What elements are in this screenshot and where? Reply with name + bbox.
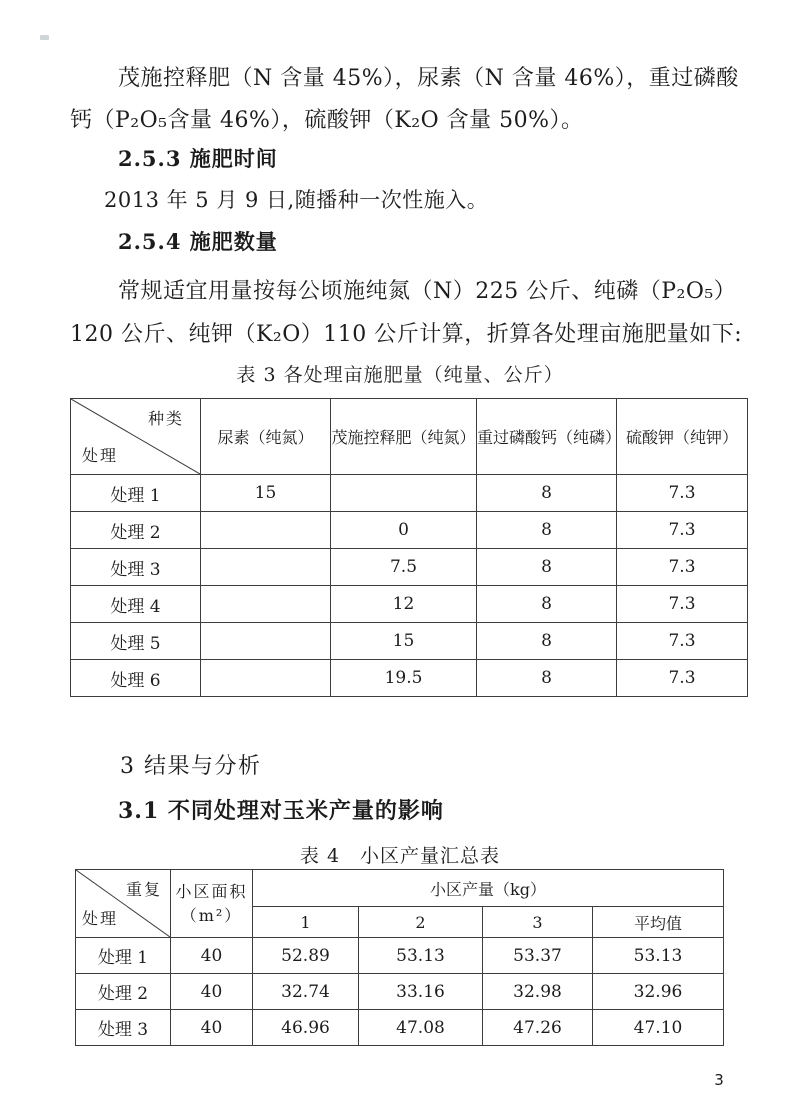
table-row bbox=[71, 660, 748, 697]
table-row bbox=[76, 1010, 724, 1046]
heading-2-5-3: 2.5.3 施肥时间 bbox=[118, 146, 278, 171]
paragraph-line: 120 公斤、纯钾（K₂O）110 公斤计算，折算各处理亩施肥量如下: bbox=[70, 322, 743, 347]
table-cell: 8 bbox=[477, 586, 617, 623]
paragraph-line: 常规适宜用量按每公顷施纯氮（N）225 公斤、纯磷（P₂O₅） bbox=[118, 279, 737, 304]
table-cell: 40 bbox=[171, 974, 253, 1010]
row-label: 处理 1 bbox=[71, 475, 201, 512]
table-4-area-header bbox=[171, 870, 253, 938]
table-cell: 8 bbox=[477, 512, 617, 549]
table-3-col-header: 重过磷酸钙（纯磷） bbox=[477, 399, 617, 475]
scan-smudge bbox=[40, 35, 49, 40]
table-cell: 8 bbox=[477, 549, 617, 586]
table-cell: 47.10 bbox=[593, 1010, 724, 1046]
table-cell: 7.3 bbox=[617, 512, 748, 549]
table-cell: 15 bbox=[201, 475, 331, 512]
area-header-unit: （m²） bbox=[180, 905, 243, 925]
table-cell: 8 bbox=[477, 475, 617, 512]
paragraph-line: 钙（P₂O₅含量 46%），硫酸钾（K₂O 含量 50%）。 bbox=[70, 108, 584, 133]
table-cell bbox=[331, 475, 477, 512]
table-3-corner-cell bbox=[71, 399, 201, 475]
heading-2-5-4: 2.5.4 施肥数量 bbox=[118, 229, 278, 254]
row-label: 处理 3 bbox=[76, 1010, 171, 1046]
row-label: 处理 2 bbox=[76, 974, 171, 1010]
table-cell: 32.96 bbox=[593, 974, 724, 1010]
area-header-text: 小区面积 bbox=[175, 881, 248, 901]
table-row bbox=[71, 623, 748, 660]
row-label: 处理 5 bbox=[71, 623, 201, 660]
table-row bbox=[71, 586, 748, 623]
table-row bbox=[71, 549, 748, 586]
table-3-col-header: 硫酸钾（纯钾） bbox=[617, 399, 748, 475]
table-cell bbox=[201, 660, 331, 697]
table-cell: 32.74 bbox=[253, 974, 359, 1010]
row-label: 处理 6 bbox=[71, 660, 201, 697]
table-4-caption: 表 4 小区产量汇总表 bbox=[299, 845, 501, 867]
table-cell: 47.26 bbox=[483, 1010, 593, 1046]
table-cell: 33.16 bbox=[359, 974, 483, 1010]
table-cell: 47.08 bbox=[359, 1010, 483, 1046]
table-cell: 12 bbox=[331, 586, 477, 623]
table-cell: 53.13 bbox=[593, 938, 724, 974]
table-row bbox=[76, 974, 724, 1010]
row-label: 处理 2 bbox=[71, 512, 201, 549]
table-cell: 40 bbox=[171, 1010, 253, 1046]
table-cell bbox=[201, 512, 331, 549]
table-cell: 7.5 bbox=[331, 549, 477, 586]
table-cell: 7.3 bbox=[617, 475, 748, 512]
table-4-sub-col: 2 bbox=[359, 907, 483, 938]
heading-3-1-yield-effect: 3.1 不同处理对玉米产量的影响 bbox=[118, 798, 444, 824]
table-cell: 8 bbox=[477, 623, 617, 660]
table-3-caption: 表 3 各处理亩施肥量（纯量、公斤） bbox=[236, 364, 564, 386]
table-row bbox=[71, 475, 748, 512]
corner-label-treatment: 处理 bbox=[82, 909, 119, 928]
table-3-fertilizer-amounts bbox=[70, 398, 748, 697]
page-number: 3 bbox=[714, 1071, 724, 1089]
paragraph-fertilizer-types bbox=[70, 58, 752, 142]
table-4-yield-header: 小区产量（kg） bbox=[253, 870, 724, 907]
table-cell: 46.96 bbox=[253, 1010, 359, 1046]
table-cell: 0 bbox=[331, 512, 477, 549]
row-label: 处理 1 bbox=[76, 938, 171, 974]
table-cell: 32.98 bbox=[483, 974, 593, 1010]
table-cell: 40 bbox=[171, 938, 253, 974]
corner-label-treatment: 处理 bbox=[82, 446, 119, 465]
table-4-plot-yield bbox=[75, 869, 724, 1046]
table-cell: 19.5 bbox=[331, 660, 477, 697]
corner-label-replicate: 重复 bbox=[125, 880, 162, 899]
table-4-sub-col: 1 bbox=[253, 907, 359, 938]
table-4-sub-col: 3 bbox=[483, 907, 593, 938]
text-fertilizing-time: 2013 年 5 月 9 日,随播种一次性施入。 bbox=[104, 188, 489, 212]
table-cell: 7.3 bbox=[617, 623, 748, 660]
table-cell bbox=[201, 623, 331, 660]
table-cell: 7.3 bbox=[617, 549, 748, 586]
paragraph-line: 茂施控释肥（N 含量 45%），尿素（N 含量 46%），重过磷酸 bbox=[118, 66, 739, 91]
table-3-col-header: 尿素（纯氮） bbox=[201, 399, 331, 475]
row-label: 处理 3 bbox=[71, 549, 201, 586]
table-row bbox=[71, 512, 748, 549]
table-cell: 7.3 bbox=[617, 660, 748, 697]
table-cell bbox=[201, 586, 331, 623]
table-4-corner-cell bbox=[76, 870, 171, 938]
table-cell: 15 bbox=[331, 623, 477, 660]
table-cell: 53.37 bbox=[483, 938, 593, 974]
heading-3-results: 3 结果与分析 bbox=[120, 754, 262, 779]
table-cell: 53.13 bbox=[359, 938, 483, 974]
paragraph-quantity bbox=[70, 270, 752, 356]
corner-label-type: 种类 bbox=[147, 409, 184, 428]
table-4-sub-col: 平均值 bbox=[593, 907, 724, 938]
table-cell: 8 bbox=[477, 660, 617, 697]
table-row bbox=[76, 938, 724, 974]
table-3-col-header: 茂施控释肥（纯氮） bbox=[331, 399, 477, 475]
table-cell bbox=[201, 549, 331, 586]
row-label: 处理 4 bbox=[71, 586, 201, 623]
table-cell: 7.3 bbox=[617, 586, 748, 623]
table-cell: 52.89 bbox=[253, 938, 359, 974]
